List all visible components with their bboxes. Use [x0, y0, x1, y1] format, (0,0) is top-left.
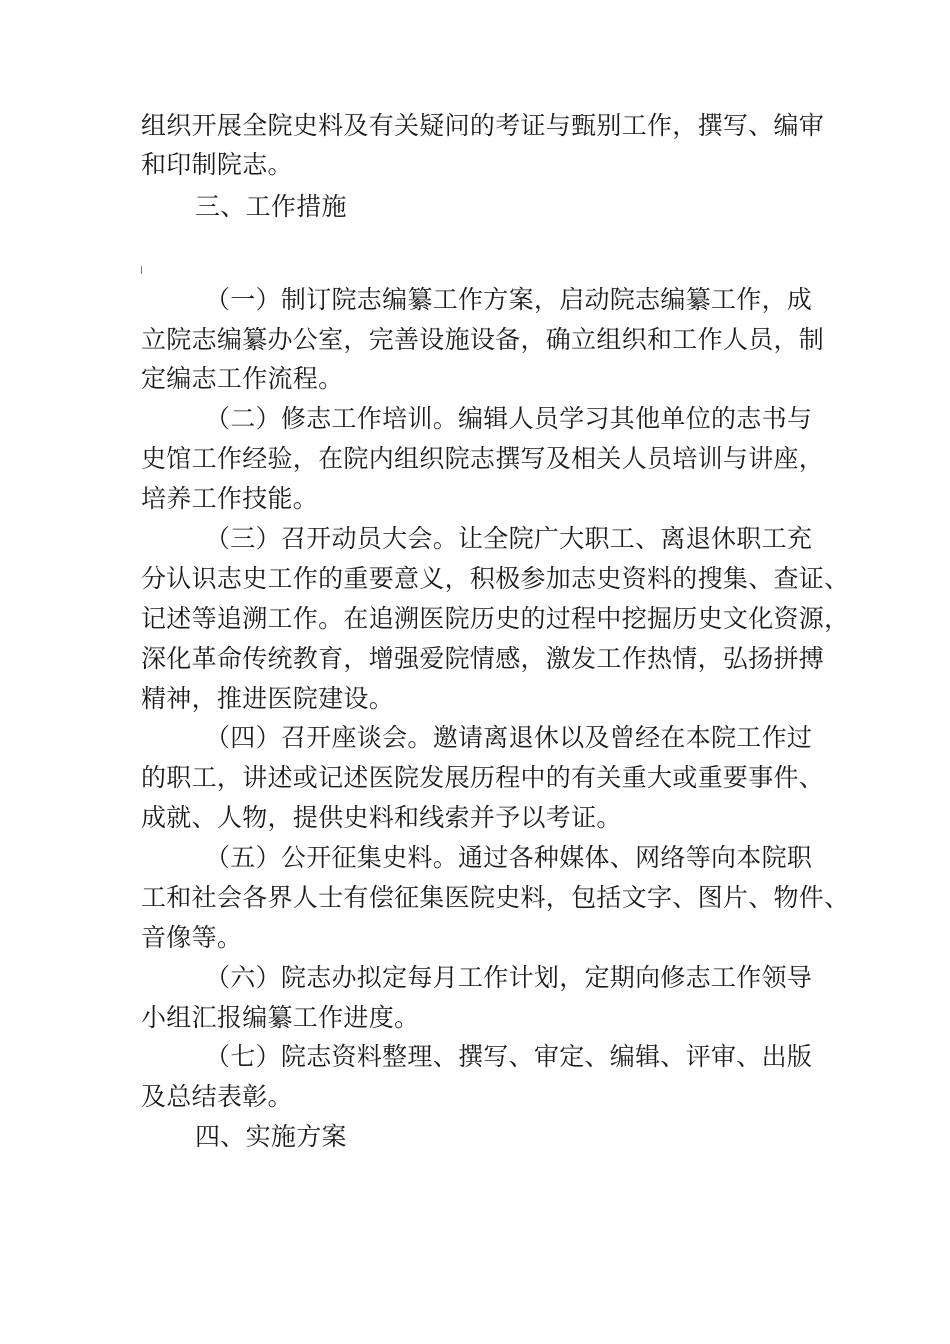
text-line: 成就、人物，提供史料和线索并予以考证。 — [141, 803, 622, 832]
section-heading: 三、工作措施 — [195, 192, 347, 221]
text-line: 音像等。 — [141, 923, 243, 952]
text-line: 深化革命传统教育，增强爱院情感，激发工作热情，弘扬拼搏 — [141, 644, 825, 673]
text-line: 小组汇报编纂工作进度。 — [141, 1003, 420, 1032]
text-line: 工和社会各界人士有偿征集医院史料，包括文字、图片、物件、 — [141, 883, 850, 912]
text-line: 定编志工作流程。 — [141, 364, 344, 393]
text-line: 的职工，讲述或记述医院发展历程中的有关重大或重要事件、 — [141, 763, 825, 792]
section-heading: 四、实施方案 — [195, 1122, 347, 1151]
text-line: 及总结表彰。 — [141, 1082, 293, 1111]
text-line: 培养工作技能。 — [141, 484, 319, 513]
paragraph-start: （四）召开座谈会。邀请离退休以及曾经在本院工作过 — [205, 723, 813, 752]
paragraph-start: （六）院志办拟定每月工作计划，定期向修志工作领导 — [205, 963, 813, 992]
text-line: 记述等追溯工作。在追溯医院历史的过程中挖掘历史文化资源， — [141, 604, 850, 633]
text-line: 史馆工作经验，在院内组织院志撰写及相关人员培训与讲座， — [141, 444, 825, 473]
text-line: 立院志编纂办公室，完善设施设备，确立组织和工作人员，制 — [141, 325, 825, 354]
text-line: 分认识志史工作的重要意义，积极参加志史资料的搜集、查证、 — [141, 564, 850, 593]
text-line: 组织开展全院史料及有关疑问的考证与甄别工作，撰写、编审 — [141, 111, 825, 140]
paragraph-start: （五）公开征集史料。通过各种媒体、网络等向本院职 — [205, 843, 813, 872]
paragraph-start: （七）院志资料整理、撰写、审定、编辑、评审、出版 — [205, 1042, 813, 1071]
paragraph-start: （三）召开动员大会。让全院广大职工、离退休职工充 — [205, 524, 813, 553]
paragraph-start: （二）修志工作培训。编辑人员学习其他单位的志书与 — [205, 404, 813, 433]
paragraph-start: （一）制订院志编纂工作方案，启动院志编纂工作，成 — [205, 285, 813, 314]
text-line: 精神，推进医院建设。 — [141, 684, 395, 713]
text-line: 和印制院志。 — [141, 150, 293, 179]
cursor-mark — [141, 266, 142, 274]
